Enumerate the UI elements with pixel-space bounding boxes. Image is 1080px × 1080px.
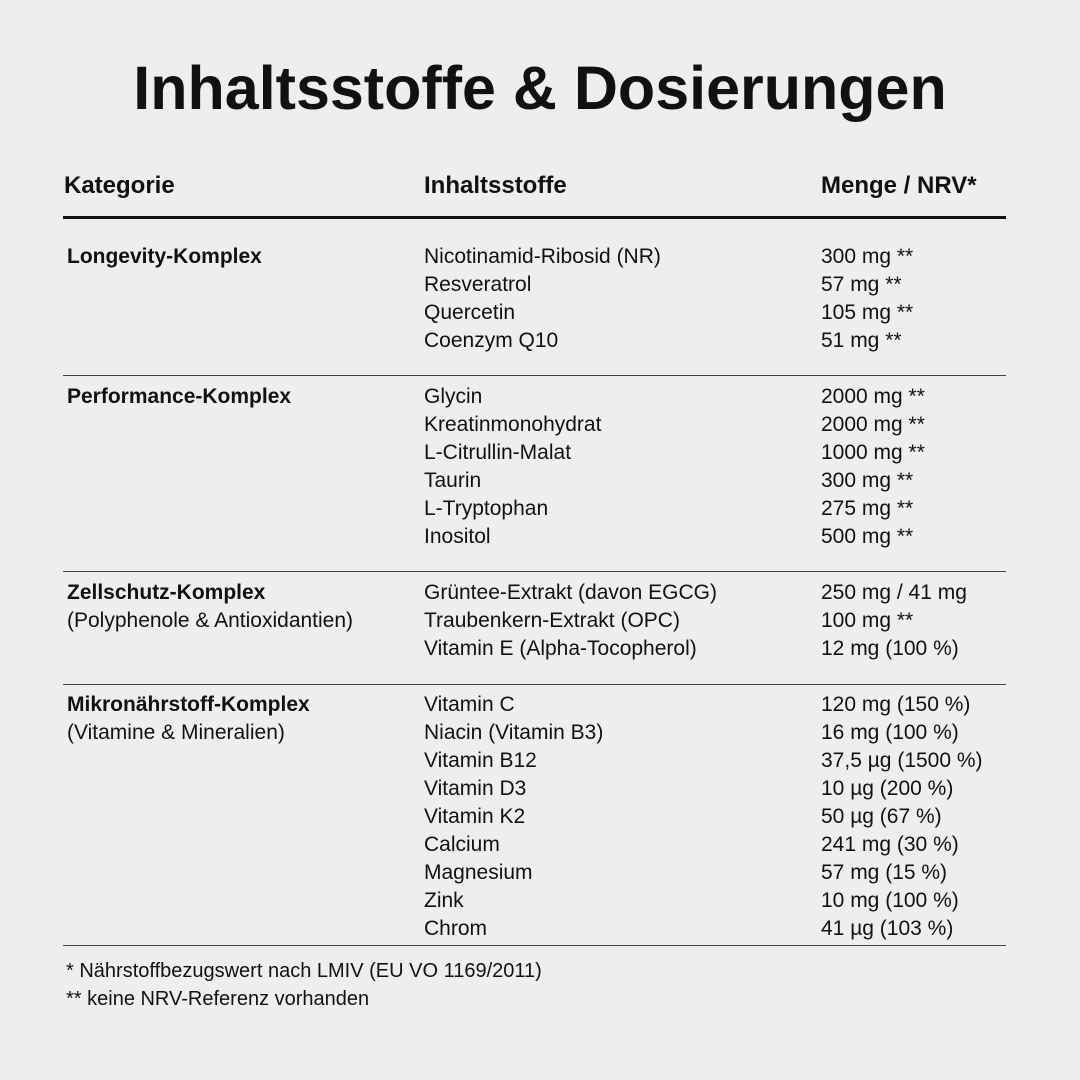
amount-list xyxy=(821,691,1021,943)
amount-item: 241 mg (30 %) xyxy=(821,833,959,856)
ingredient-item: Quercetin xyxy=(424,301,516,324)
group-divider xyxy=(63,375,1006,376)
amount-item: 2000 mg ** xyxy=(821,413,925,436)
ingredient-item: Vitamin C xyxy=(424,693,515,716)
amount-item: 10 µg (200 %) xyxy=(821,777,954,800)
header-ingredients: Inhaltsstoffe xyxy=(424,172,567,199)
amount-item: 57 mg ** xyxy=(821,273,902,296)
category-cell xyxy=(67,383,407,411)
category-cell xyxy=(67,243,407,271)
ingredient-item: Vitamin D3 xyxy=(424,777,527,800)
ingredient-item: L-Tryptophan xyxy=(424,497,549,520)
footnotes xyxy=(66,957,542,1013)
amount-item: 57 mg (15 %) xyxy=(821,861,948,884)
amount-item: 105 mg ** xyxy=(821,301,914,324)
category-name: Longevity-Komplex xyxy=(67,245,262,268)
group-divider xyxy=(63,684,1006,685)
group-divider xyxy=(63,571,1006,572)
amount-item: 16 mg (100 %) xyxy=(821,721,959,744)
amount-item: 500 mg ** xyxy=(821,525,914,548)
ingredient-item: Calcium xyxy=(424,833,500,856)
amount-item: 300 mg ** xyxy=(821,245,914,268)
amount-item: 275 mg ** xyxy=(821,497,914,520)
ingredient-item: Traubenkern-Extrakt (OPC) xyxy=(424,609,680,632)
ingredient-item: Resveratrol xyxy=(424,273,532,296)
amount-item: 2000 mg ** xyxy=(821,385,925,408)
table-header xyxy=(64,172,1006,206)
amount-list xyxy=(821,383,1021,551)
footnote: * Nährstoffbezugswert nach LMIV (EU VO 1169/2011) xyxy=(66,960,542,982)
category-cell xyxy=(67,579,407,635)
footnote: ** keine NRV-Referenz vorhanden xyxy=(66,988,370,1010)
category-subtitle: (Polyphenole & Antioxidantien) xyxy=(67,609,354,632)
ingredient-item: Magnesium xyxy=(424,861,533,884)
amount-list xyxy=(821,579,1021,663)
ingredient-item: Nicotinamid-Ribosid (NR) xyxy=(424,245,661,268)
ingredient-item: Vitamin B12 xyxy=(424,749,537,772)
category-name: Zellschutz-Komplex xyxy=(67,581,266,604)
group-divider xyxy=(63,945,1006,946)
ingredient-item: Grüntee-Extrakt (davon EGCG) xyxy=(424,581,717,604)
ingredient-item: Zink xyxy=(424,889,464,912)
category-subtitle: (Vitamine & Mineralien) xyxy=(67,721,285,744)
amount-item: 120 mg (150 %) xyxy=(821,693,971,716)
ingredient-item: Glycin xyxy=(424,385,483,408)
amount-item: 12 mg (100 %) xyxy=(821,637,959,660)
ingredient-item: Inositol xyxy=(424,525,491,548)
amount-item: 10 mg (100 %) xyxy=(821,889,959,912)
header-rule xyxy=(63,216,1006,219)
ingredient-list xyxy=(424,691,804,943)
ingredient-item: Vitamin K2 xyxy=(424,805,526,828)
ingredient-list xyxy=(424,243,804,355)
page-title: Inhaltsstoffe & Dosierungen xyxy=(133,54,947,122)
ingredient-item: Niacin (Vitamin B3) xyxy=(424,721,604,744)
ingredient-list xyxy=(424,579,804,663)
ingredient-item: L-Citrullin-Malat xyxy=(424,441,572,464)
amount-item: 100 mg ** xyxy=(821,609,914,632)
amount-item: 250 mg / 41 mg xyxy=(821,581,967,604)
ingredient-list xyxy=(424,383,804,551)
amount-item: 51 mg ** xyxy=(821,329,902,352)
ingredient-item: Kreatinmonohydrat xyxy=(424,413,602,436)
header-category: Kategorie xyxy=(64,172,175,199)
ingredient-item: Taurin xyxy=(424,469,482,492)
amount-item: 300 mg ** xyxy=(821,469,914,492)
ingredient-item: Coenzym Q10 xyxy=(424,329,559,352)
category-cell xyxy=(67,691,407,747)
amount-item: 1000 mg ** xyxy=(821,441,925,464)
amount-item: 37,5 µg (1500 %) xyxy=(821,749,983,772)
header-amount: Menge / NRV* xyxy=(821,172,977,199)
ingredient-item: Chrom xyxy=(424,917,488,940)
amount-list xyxy=(821,243,1021,355)
ingredient-item: Vitamin E (Alpha-Tocopherol) xyxy=(424,637,697,660)
amount-item: 41 µg (103 %) xyxy=(821,917,954,940)
category-name: Performance-Komplex xyxy=(67,385,292,408)
category-name: Mikronährstoff-Komplex xyxy=(67,693,310,716)
amount-item: 50 µg (67 %) xyxy=(821,805,942,828)
